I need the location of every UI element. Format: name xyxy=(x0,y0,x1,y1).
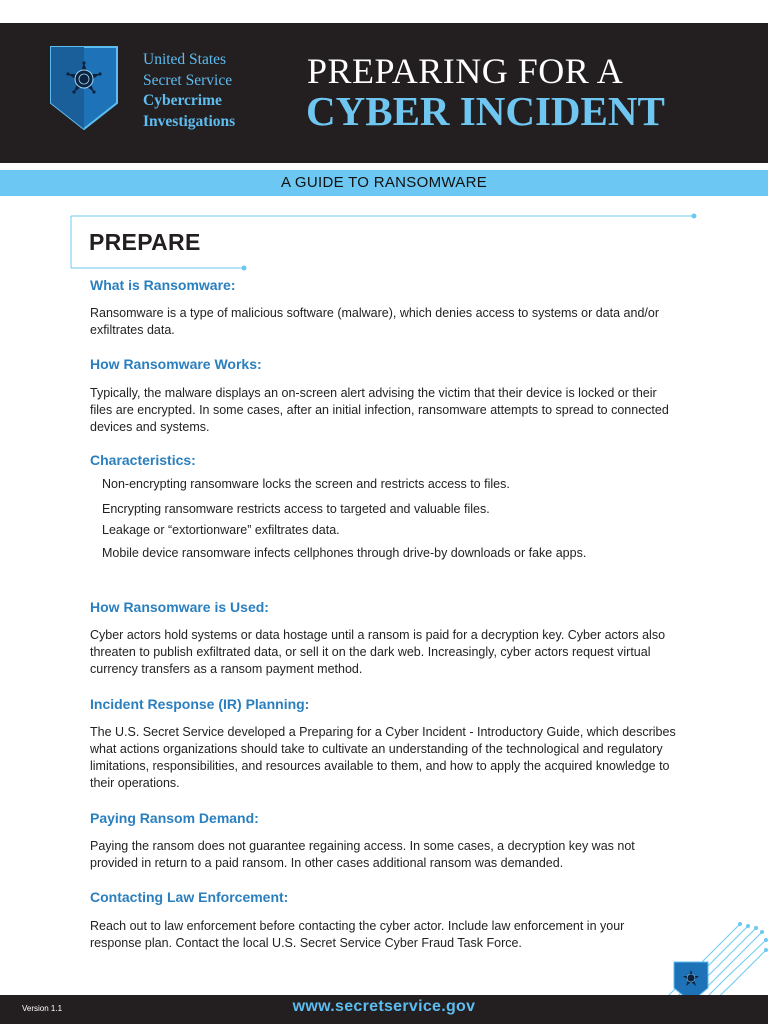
paragraph-incident-response-planning: The U.S. Secret Service developed a Preparing for a Cyber Incident - Introductory Guide, which describes what actions organizations should take to cultivate an understanding of the technological and regulatory limitations, responsibilities, and resources available to them, and how to apply the acquired knowledge to their operations. xyxy=(90,725,676,790)
heading-contacting-law-enforcement: Contacting Law Enforcement: xyxy=(90,889,289,905)
heading-characteristics: Characteristics: xyxy=(90,452,196,468)
paragraph-paying-ransom-demand: Paying the ransom does not guarantee regaining access. In some cases, a decryption key was not provided in return to a paid ransom. In other cases additional ransom was demanded. xyxy=(90,839,635,870)
list-item: Non-encrypting ransomware locks the screen and restricts access to files. xyxy=(102,477,510,491)
document-title-line-1: PREPARING FOR A xyxy=(307,51,624,91)
paragraph-what-is-ransomware: Ransomware is a type of malicious software (malware), which denies access to systems or data and/or exfiltrates data. xyxy=(90,306,659,337)
paragraph-how-ransomware-is-used: Cyber actors hold systems or data hostage until a ransom is paid for a decryption key. Cyber actors also threaten to publish exfiltrated data, or sell it on the dark web. Increasingly, cyber actors request virtual currency transfers as a ransom payment method. xyxy=(90,628,666,676)
website-link[interactable]: www.secretservice.gov xyxy=(292,998,476,1015)
version-label: Version 1.1 xyxy=(22,1004,63,1013)
heading-paying-ransom-demand: Paying Ransom Demand: xyxy=(90,810,259,826)
org-line-2: Secret Service xyxy=(143,71,233,89)
heading-incident-response-planning: Incident Response (IR) Planning: xyxy=(90,696,310,712)
document-title-line-2: CYBER INCIDENT xyxy=(306,88,665,134)
list-item: Mobile device ransomware infects cellphones through drive-by downloads or fake apps. xyxy=(102,546,587,560)
org-line-1: United States xyxy=(143,51,227,68)
paragraph-contacting-law-enforcement: Reach out to law enforcement before contacting the cyber actor. Include law enforcement in your response plan. Contact the local U.S. Secret Service Cyber Fraud Task Force. xyxy=(90,919,625,950)
heading-what-is-ransomware: What is Ransomware: xyxy=(90,277,236,293)
heading-how-ransomware-is-used: How Ransomware is Used: xyxy=(90,599,269,615)
heading-how-ransomware-works: How Ransomware Works: xyxy=(90,356,262,372)
footer-bar xyxy=(0,995,768,1024)
section-heading-prepare: PREPARE xyxy=(89,229,201,255)
subtitle-bar: A GUIDE TO RANSOMWARE xyxy=(0,170,768,196)
list-item: Leakage or “extortionware” exfiltrates data. xyxy=(102,523,340,537)
org-line-3: Cybercrime xyxy=(143,92,222,109)
paragraph-how-ransomware-works: Typically, the malware displays an on-screen alert advising the victim that their device is locked or their files are encrypted. In some cases, after an initial infection, ransomware attempts to spread to connected devices and systems. xyxy=(90,386,669,434)
list-item: Encrypting ransomware restricts access to targeted and valuable files. xyxy=(102,502,490,516)
org-line-4: Investigations xyxy=(143,112,236,130)
